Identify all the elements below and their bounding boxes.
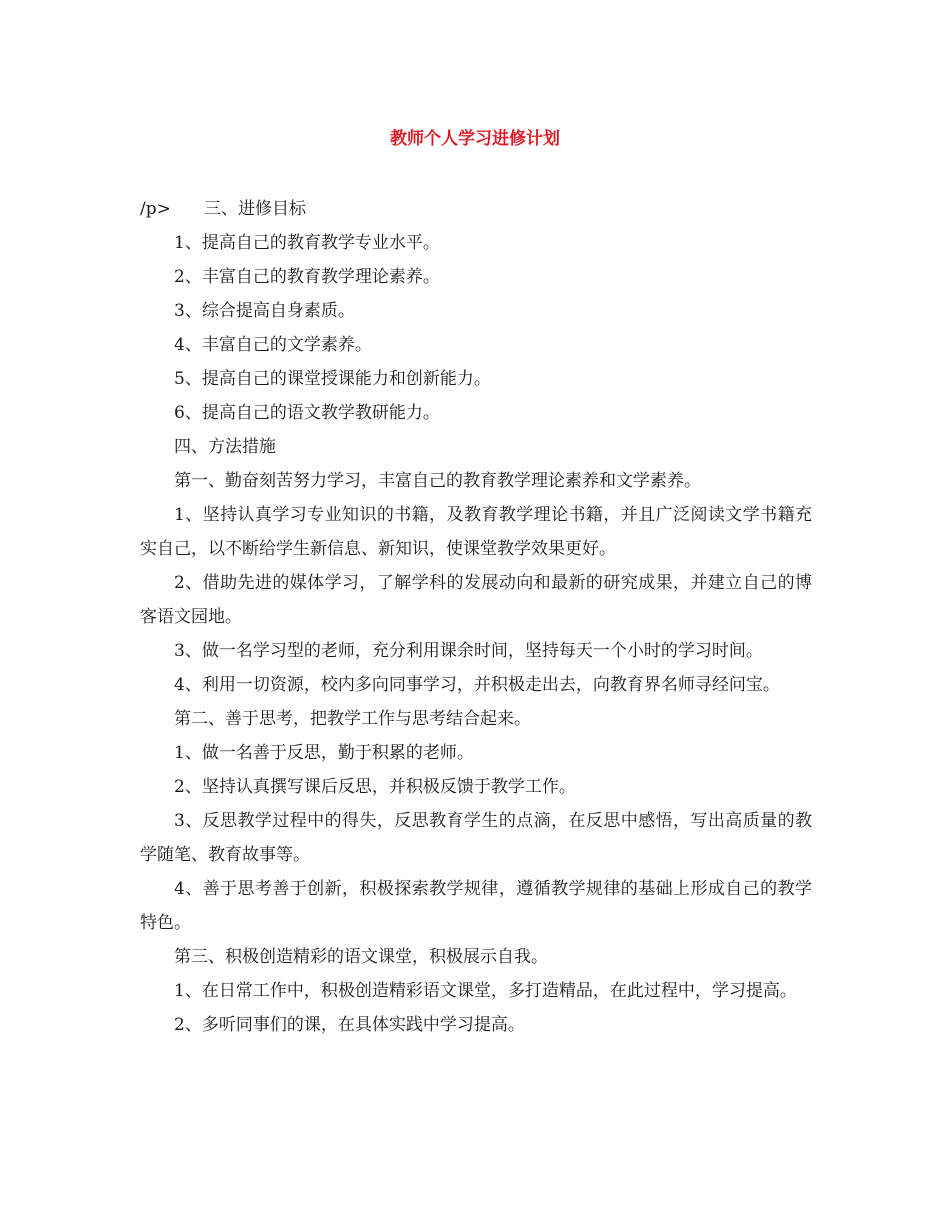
section-heading: 三、进修目标 <box>204 199 306 219</box>
paragraph: 4、利用一切资源，校内多向同事学习，并积极走出去，向教育界名师寻经问宝。 <box>174 675 780 695</box>
paragraph: 3、综合提高自身素质。 <box>174 301 355 321</box>
paragraph: 1、提高自己的教育教学专业水平。 <box>174 233 440 253</box>
paragraph: 1、做一名善于反思，勤于积累的老师。 <box>174 743 474 763</box>
paragraph: 2、多听同事们的课，在具体实践中学习提高。 <box>174 1015 525 1035</box>
paragraph: 3、反思教学过程中的得失，反思教育学生的点滴，在反思中感悟，写出高质量的教学随笔、教育故事等。 <box>140 811 812 865</box>
subsection-heading: 第三、积极创造精彩的语文课堂，积极展示自我。 <box>174 947 548 967</box>
paragraph: 1、在日常工作中，积极创造精彩语文课堂，多打造精品，在此过程中，学习提高。 <box>174 981 797 1001</box>
document-title: 教师个人学习进修计划 <box>390 129 560 149</box>
paragraph: 4、善于思考善于创新，积极探索教学规律，遵循教学规律的基础上形成自己的教学特色。 <box>140 879 812 933</box>
section-heading: 四、方法措施 <box>174 437 276 457</box>
paragraph: 3、做一名学习型的老师，充分利用课余时间，坚持每天一个小时的学习时间。 <box>174 641 763 661</box>
paragraph: 6、提高自己的语文教学教研能力。 <box>174 403 440 423</box>
paragraph: 4、丰富自己的文学素养。 <box>174 335 372 355</box>
document-body <box>140 192 812 1042</box>
paragraph <box>140 192 812 226</box>
stray-tag-prefix: /p> <box>140 199 171 219</box>
subsection-heading: 第二、善于思考，把教学工作与思考结合起来。 <box>174 709 531 729</box>
paragraph: 5、提高自己的课堂授课能力和创新能力。 <box>174 369 491 389</box>
paragraph: 2、借助先进的媒体学习，了解学科的发展动向和最新的研究成果，并建立自己的博客语文园地。 <box>140 573 812 627</box>
subsection-heading: 第一、勤奋刻苦努力学习，丰富自己的教育教学理论素养和文学素养。 <box>174 471 701 491</box>
paragraph: 2、坚持认真撰写课后反思，并积极反馈于教学工作。 <box>174 777 576 797</box>
paragraph: 2、丰富自己的教育教学理论素养。 <box>174 267 440 287</box>
paragraph: 1、坚持认真学习专业知识的书籍，及教育教学理论书籍，并且广泛阅读文学书籍充实自己，以不断给学生新信息、新知识，使课堂教学效果更好。 <box>140 505 812 559</box>
